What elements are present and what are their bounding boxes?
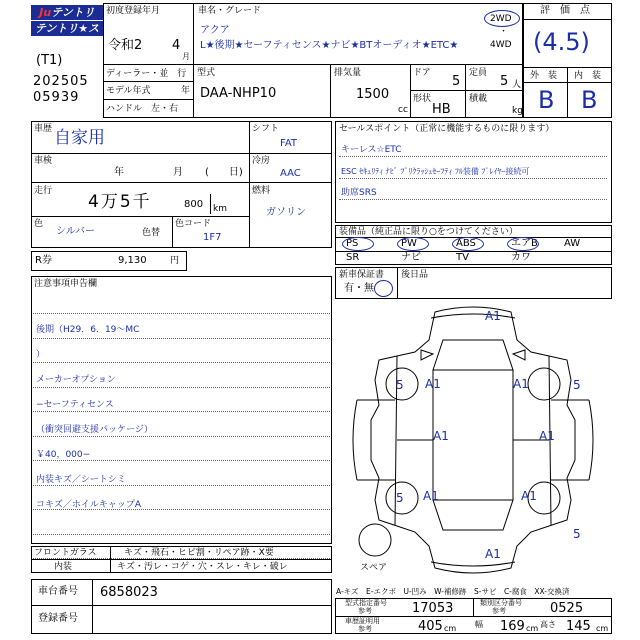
tire-mark-front-right: 5 xyxy=(573,378,581,392)
ext-label: 外 装 xyxy=(530,71,558,81)
inspection-year-unit: 年 xyxy=(114,167,124,178)
score-label: 評 価 点 xyxy=(540,5,590,16)
registration-label: 初度登録年月 xyxy=(106,6,161,16)
damage-mark-left-door: A1 xyxy=(433,429,449,443)
car-diagram xyxy=(335,300,612,580)
model-name-label: 車名・グレード xyxy=(198,6,262,16)
recycle-unit: 円 xyxy=(170,256,180,266)
shift-value: FAT xyxy=(280,138,298,149)
notes-rule xyxy=(33,387,330,388)
sales-point-1: キーレス☆ETC xyxy=(341,145,402,155)
length-ref: 参考 xyxy=(358,625,372,633)
chassis-value: 6858023 xyxy=(100,585,158,600)
after-sale-label: 後日品 xyxy=(401,270,429,280)
equipment-circle-2 xyxy=(397,237,429,251)
chassis-label: 車台番号 xyxy=(38,586,78,597)
load-unit: kg xyxy=(512,106,523,116)
score-value: (4.5) xyxy=(533,28,590,56)
mileage-sub: 800 xyxy=(184,199,204,210)
seats-label: 定員 xyxy=(469,68,488,78)
shape-value: HB xyxy=(432,102,451,117)
height-unit: cm xyxy=(596,624,609,633)
class-value: 0525 xyxy=(550,601,584,616)
inspection-month-unit: 月 xyxy=(173,167,183,178)
equipment-label: 装備品（純正品に限り○をつけてください） xyxy=(339,227,518,237)
int-grade: B xyxy=(581,86,598,114)
length-value: 405 xyxy=(418,619,443,634)
equipment-circle-4 xyxy=(507,237,539,251)
damage-mark-front: A1 xyxy=(485,309,501,323)
recycle-label: R券 xyxy=(35,255,52,266)
drive-dot: ・ xyxy=(499,27,509,37)
displacement-unit: cc xyxy=(398,105,408,115)
inspection-day-unit: ( 日) xyxy=(205,167,243,178)
logo-jutentori: Juテントリ xyxy=(31,5,103,20)
fuel-label: 燃料 xyxy=(252,186,271,196)
mileage-unit: km xyxy=(213,204,227,214)
type-cert-label: 型式指定番号 xyxy=(345,599,387,607)
spare-label: スペア xyxy=(360,563,388,573)
equipment-4: エアB xyxy=(511,238,538,249)
interior-text: キズ・汚レ・コゲ・穴・スレ・キレ・破レ xyxy=(117,562,288,572)
dealer-label: ディーラー・並 行 xyxy=(106,69,187,79)
shape-label: 形状 xyxy=(413,94,432,104)
tire-mark-rear-right: 5 xyxy=(573,527,581,541)
type-cert-value: 17053 xyxy=(412,601,454,616)
inspection-label: 車検 xyxy=(34,156,53,166)
aircon-label: 冷房 xyxy=(252,156,271,166)
lot-number-2: 05939 xyxy=(33,90,80,105)
doors-label: ドア xyxy=(413,68,431,78)
doors-value: 5 xyxy=(452,74,461,89)
color-label: 色 xyxy=(34,219,44,229)
usage-value: 自家用 xyxy=(54,128,105,148)
width-label: 幅 xyxy=(475,620,483,629)
model-year-unit: 年 xyxy=(181,86,191,96)
height-value: 145 xyxy=(566,619,591,634)
handle-label: ハンドル 左・右 xyxy=(106,104,179,114)
equipment-row2-2: ナビ xyxy=(401,252,421,263)
note-line: ￥40，000− xyxy=(36,450,91,460)
warranty-value: 有・無 xyxy=(344,283,374,294)
load-label: 積載 xyxy=(469,94,488,104)
note-line: ） xyxy=(36,350,46,360)
equipment-circle-3 xyxy=(452,237,484,251)
notes-rule xyxy=(33,362,330,363)
glass-label: フロントガラス xyxy=(34,548,97,558)
notes-rule xyxy=(33,411,330,412)
note-line: −セーフティセンス xyxy=(36,400,114,410)
damage-mark-front-right: A1 xyxy=(513,377,529,391)
note-line: （衝突回避支援パッケージ） xyxy=(36,425,153,435)
width-unit: cm xyxy=(526,624,539,633)
registration-era: 令和2 xyxy=(108,38,143,53)
notes-label: 注意事項申告欄 xyxy=(34,279,98,289)
height-label: 高さ xyxy=(540,620,556,629)
class-ref: 参考 xyxy=(492,607,506,615)
displacement-value: 1500 xyxy=(356,87,390,102)
sales-point-3: 助席SRS xyxy=(341,188,377,198)
notes-rule xyxy=(33,460,330,461)
logo-tentori-star: テントリ★スター xyxy=(31,21,103,36)
warranty-label: 新車保証書 xyxy=(339,270,385,280)
lot-number-1: 202505 xyxy=(33,74,89,89)
length-unit: cm xyxy=(444,624,457,633)
mileage-value: 4万5千 xyxy=(88,192,152,212)
note-line: 内装キズ／シートシミ xyxy=(36,475,126,485)
equipment-2: PW xyxy=(401,238,417,249)
tire-mark-rear-left: 5 xyxy=(396,491,404,505)
displacement-label: 排気量 xyxy=(334,68,362,78)
equipment-row2-4: カワ xyxy=(511,252,531,263)
damage-legend: A-キズ E-エクボ U-凹み W-補修跡 S-サビ C-腐食 XX-交換済 xyxy=(336,587,570,596)
length-label: 車歴証明用 xyxy=(345,617,380,625)
sales-points-label: セールスポイント（正常に機能するものに限ります） xyxy=(339,124,555,134)
notes-rule xyxy=(33,313,330,314)
type-value: DAA-NHP10 xyxy=(200,86,277,101)
equipment-row2-1: SR xyxy=(346,252,360,263)
note-line: メーカーオプション xyxy=(36,375,116,385)
lot-code: (T1) xyxy=(36,53,63,68)
reg-number-label: 登録番号 xyxy=(38,613,78,624)
damage-mark-front-left: A1 xyxy=(425,377,441,391)
color-code-label: 色コード xyxy=(175,219,212,229)
equipment-1: PS xyxy=(346,238,359,249)
type-label: 型式 xyxy=(197,68,216,78)
note-line: 後期（H29．6．19〜MC xyxy=(36,325,140,335)
sales-point-2: ESC ｾｷｭﾘﾃｨ ﾅﾋﾞ ﾌﾟﾘｸﾗｯｼｭｾｰﾌﾃｨ ﾌﾙ装備 ﾌﾟﾚｲﾔｰ接続可 xyxy=(341,167,530,176)
recycle-frame xyxy=(31,251,187,271)
recycle-value: 9,130 xyxy=(118,255,147,266)
damage-mark-rear: A1 xyxy=(485,547,501,561)
damage-mark-right-door: A1 xyxy=(539,429,555,443)
glass-text: キズ・飛石・ヒビ割・リペア跡・X要 xyxy=(124,548,274,558)
seats-unit: 人 xyxy=(512,80,522,90)
seats-value: 5 xyxy=(500,74,509,89)
color-value: シルバー xyxy=(56,226,96,237)
model-grade: L★後期★セーフティセンス★ナビ★BTオーディオ★ETC★ xyxy=(200,40,459,51)
color-code: 1F7 xyxy=(203,232,222,243)
equipment-3: ABS xyxy=(456,238,476,249)
mileage-label: 走行 xyxy=(34,186,53,196)
shift-label: シフト xyxy=(252,124,280,134)
damage-mark-rear-right: A1 xyxy=(521,489,537,503)
interior-label: 内装 xyxy=(54,562,73,572)
note-line: コキズ／ホイルキャップA xyxy=(36,500,141,510)
model-name: アクア xyxy=(200,25,230,36)
equipment-row2-3: TV xyxy=(456,252,469,263)
tire-mark-front-left: 5 xyxy=(396,378,404,392)
registration-month-unit: 月 xyxy=(182,52,190,61)
width-value: 169 xyxy=(500,619,525,634)
equipment-5: AW xyxy=(564,238,581,249)
equipment-circle-1 xyxy=(342,237,374,251)
usage-label: 車歴 xyxy=(34,124,53,134)
ext-grade: B xyxy=(538,86,555,114)
registration-month: 4 xyxy=(172,38,181,53)
notes-rule xyxy=(33,338,330,339)
type-cert-ref: 参考 xyxy=(358,607,372,615)
model-year-label: モデル年式 xyxy=(106,86,151,96)
int-label: 内 装 xyxy=(574,71,602,81)
class-label: 類別区分番号 xyxy=(480,599,522,607)
header-frame xyxy=(103,3,523,118)
fuel-value: ガソリン xyxy=(266,207,306,218)
damage-mark-rear-left: A1 xyxy=(423,489,439,503)
color-change-label: 色替 xyxy=(142,228,161,238)
notes-rule xyxy=(33,436,330,437)
notes-rule xyxy=(33,534,330,535)
drive-4wd: 4WD xyxy=(490,40,512,50)
drive-2wd: 2WD xyxy=(490,14,512,24)
aircon-value: AAC xyxy=(280,168,301,179)
